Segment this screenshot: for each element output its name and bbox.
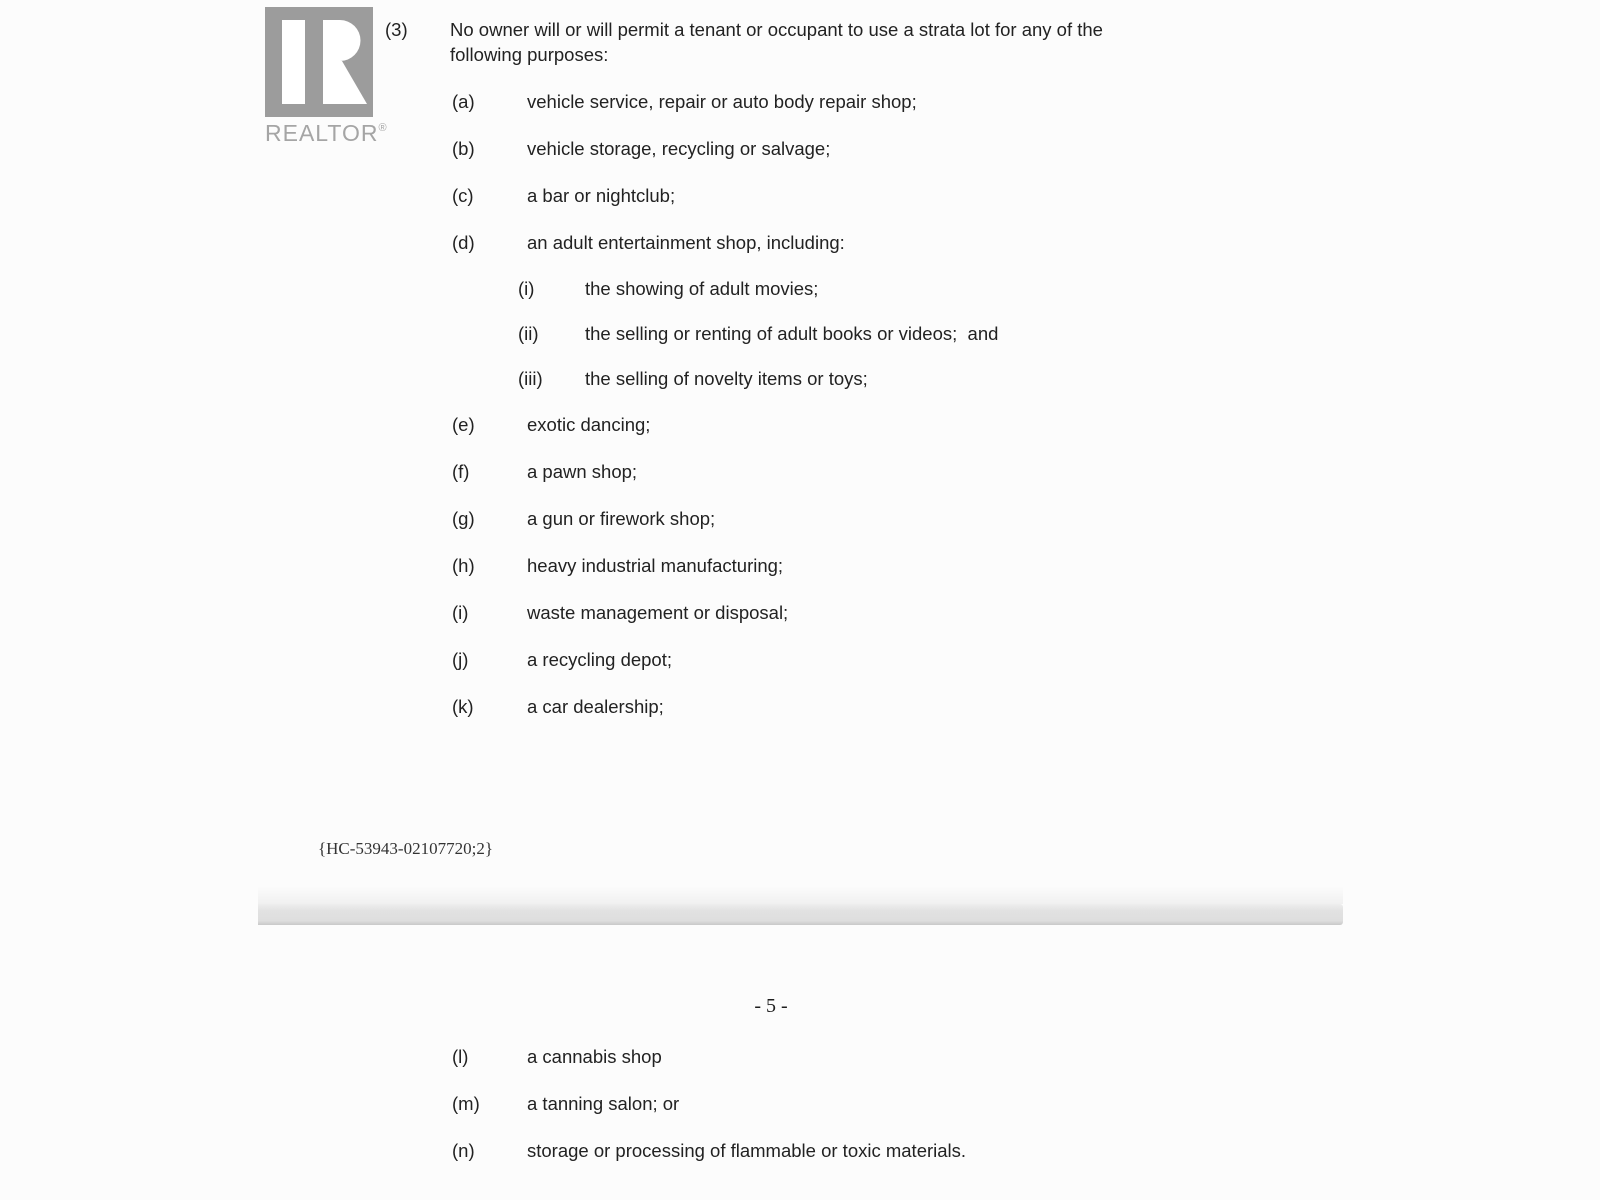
list-item-k (452, 683, 1272, 730)
item-text: vehicle service, repair or auto body repair shop; (527, 90, 917, 112)
page-divider-bar (258, 904, 1343, 925)
clause-number: (3) (385, 19, 408, 40)
sub-item-i (518, 266, 1272, 311)
item-text: storage or processing of flammable or toxic materials. (527, 1139, 967, 1161)
sub-item-text: the selling of novelty items or toys; (585, 367, 868, 389)
list-item-f (452, 448, 1272, 495)
item-label: (c) (452, 184, 474, 206)
list-item-g (452, 495, 1272, 542)
item-label: (h) (452, 554, 475, 576)
clause-text-line1: No owner will or will permit a tenant or occupant to use a strata lot for any of the (450, 19, 1103, 40)
list-item-b (452, 125, 1272, 172)
item-label: (a) (452, 90, 475, 112)
item-text: heavy industrial manufacturing; (527, 554, 784, 576)
list-item-d (452, 219, 1272, 266)
sub-item-label: (iii) (518, 367, 543, 389)
clause-text-line2: following purposes: (450, 44, 609, 65)
realtor-r-icon (265, 7, 373, 117)
item-label: (k) (452, 695, 474, 717)
list-item-e (452, 401, 1272, 448)
item-label: (n) (452, 1139, 475, 1161)
realtor-logo (265, 7, 387, 146)
list-item-l (452, 1033, 1272, 1080)
item-text: exotic dancing; (527, 413, 651, 435)
item-label: (l) (452, 1045, 469, 1067)
page-number: - 5 - (754, 995, 788, 1017)
item-text: vehicle storage, recycling or salvage; (527, 137, 831, 159)
list-item-c (452, 172, 1272, 219)
clause-3 (385, 17, 1220, 67)
sub-item-iii (518, 356, 1272, 401)
item-text: a recycling depot; (527, 648, 673, 670)
prohibited-uses-list (452, 78, 1272, 730)
list-item-n (452, 1127, 1272, 1174)
item-label: (e) (452, 413, 475, 435)
sub-item-text: the showing of adult movies; (585, 277, 819, 299)
item-text: a cannabis shop (527, 1045, 662, 1067)
sub-item-label: (ii) (518, 322, 539, 344)
page-edge-shadow (258, 886, 1343, 904)
item-label: (m) (452, 1092, 480, 1114)
item-label: (b) (452, 137, 475, 159)
document-reference: {HC-53943-02107720;2} (318, 839, 493, 858)
item-text: a bar or nightclub; (527, 184, 676, 206)
sub-item-ii (518, 311, 1272, 356)
list-item-m (452, 1080, 1272, 1127)
sub-item-label: (i) (518, 277, 535, 299)
item-text: a pawn shop; (527, 460, 638, 482)
item-text: a tanning salon; or (527, 1092, 680, 1114)
list-item-a (452, 78, 1272, 125)
item-text: a gun or firework shop; (527, 507, 716, 529)
list-item-h (452, 542, 1272, 589)
realtor-wordmark (265, 120, 387, 147)
realtor-wordmark-text: REALTOR (265, 120, 379, 146)
list-item-j (452, 636, 1272, 683)
item-label: (j) (452, 648, 469, 670)
item-text: waste management or disposal; (527, 601, 789, 623)
item-label: (f) (452, 460, 470, 482)
prohibited-uses-list-continued (452, 1033, 1272, 1174)
sub-item-text: the selling or renting of adult books or videos; and (585, 322, 999, 344)
item-label: (d) (452, 231, 475, 253)
item-text: an adult entertainment shop, including: (527, 231, 845, 253)
list-item-i (452, 589, 1272, 636)
item-text: a car dealership; (527, 695, 664, 717)
item-label: (g) (452, 507, 475, 529)
clause-text (450, 17, 1220, 67)
registered-trademark-symbol: ® (378, 122, 387, 134)
item-label: (i) (452, 601, 469, 623)
